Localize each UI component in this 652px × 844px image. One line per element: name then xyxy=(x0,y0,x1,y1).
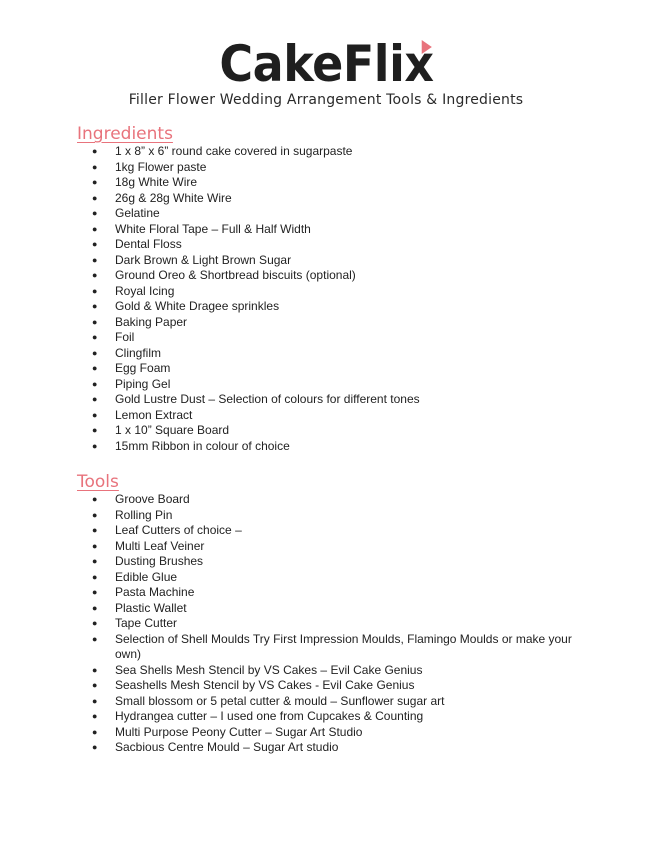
list-item: ● Pasta Machine xyxy=(0,585,652,601)
list-item: ● Plastic Wallet xyxy=(0,601,652,617)
list-item: ● Tape Cutter xyxy=(0,616,652,632)
list-item: ● Lemon Extract xyxy=(0,408,652,424)
list-item: ● Multi Purpose Peony Cutter – Sugar Art Studio xyxy=(0,725,652,741)
ingredients-heading: Ingredients xyxy=(77,124,173,144)
list-item: ● 15mm Ribbon in colour of choice xyxy=(0,439,652,455)
list-item: ● Gold Lustre Dust – Selection of colours for different tones xyxy=(0,392,652,408)
list-item: ● Hydrangea cutter – I used one from Cupcakes & Counting xyxy=(0,709,652,725)
list-item: ● 1 x 8” x 6” round cake covered in sugarpaste xyxy=(0,144,652,160)
list-item: ● Dark Brown & Light Brown Sugar xyxy=(0,253,652,269)
list-item: ● Gold & White Dragee sprinkles xyxy=(0,299,652,315)
list-item: ● Rolling Pin xyxy=(0,508,652,524)
list-item: ● 1kg Flower paste xyxy=(0,160,652,176)
list-item: ● Royal Icing xyxy=(0,284,652,300)
list-item: ● Sacbious Centre Mould – Sugar Art studio xyxy=(0,740,652,756)
list-item: ● Baking Paper xyxy=(0,315,652,331)
list-item: ● 26g & 28g White Wire xyxy=(0,191,652,207)
list-item: ● Egg Foam xyxy=(0,361,652,377)
list-item: ● Gelatine xyxy=(0,206,652,222)
list-item: ● Leaf Cutters of choice – xyxy=(0,523,652,539)
cakeflix-logo xyxy=(0,34,652,94)
tools-heading: Tools xyxy=(77,472,119,492)
list-item: ● Dusting Brushes xyxy=(0,554,652,570)
list-item: ● Selection of Shell Moulds Try First Impression Moulds, Flamingo Moulds or make your own) xyxy=(0,632,652,663)
list-item: ● Dental Floss xyxy=(0,237,652,253)
list-item: ● Clingfilm xyxy=(0,346,652,362)
page-subtitle: Filler Flower Wedding Arrangement Tools & Ingredients xyxy=(128,92,524,108)
logo-text: CakeFlix xyxy=(218,35,434,93)
list-item: ● Foil xyxy=(0,330,652,346)
play-icon xyxy=(421,40,431,54)
ingredients-list xyxy=(0,144,652,454)
list-item: ● 1 x 10” Square Board xyxy=(0,423,652,439)
list-item: ● Sea Shells Mesh Stencil by VS Cakes – Evil Cake Genius xyxy=(0,663,652,679)
list-item: ● Piping Gel xyxy=(0,377,652,393)
list-item: ● 18g White Wire xyxy=(0,175,652,191)
tools-list xyxy=(0,492,652,756)
list-item: ● Seashells Mesh Stencil by VS Cakes - Evil Cake Genius xyxy=(0,678,652,694)
list-item: ● Groove Board xyxy=(0,492,652,508)
list-item: ● White Floral Tape – Full & Half Width xyxy=(0,222,652,238)
list-item: ● Edible Glue xyxy=(0,570,652,586)
list-item: ● Ground Oreo & Shortbread biscuits (optional) xyxy=(0,268,652,284)
list-item: ● Small blossom or 5 petal cutter & mould – Sunflower sugar art xyxy=(0,694,652,710)
list-item: ● Multi Leaf Veiner xyxy=(0,539,652,555)
